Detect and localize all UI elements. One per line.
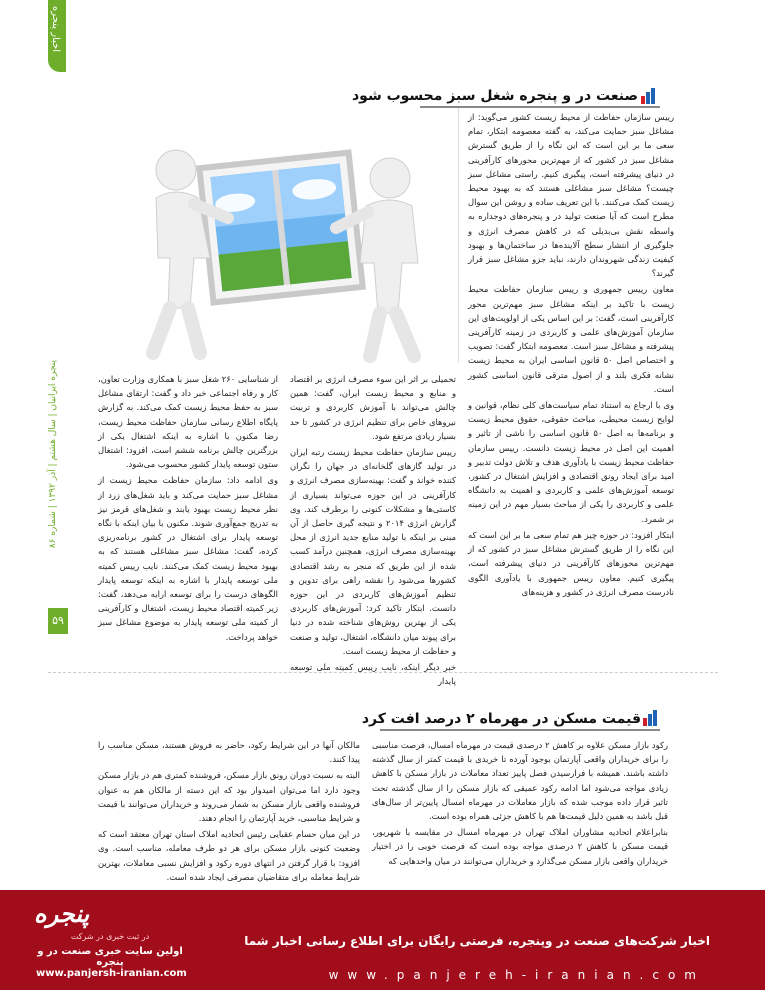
paragraph: ابتکار افزود: در حوزه چیز هم تمام سعی ما بر این است که این نگاه را از طریق گسترش مشاغل سبز در کشور که از مهم‌ترین محورهای کارآفرینی در دنیای پیشرفته است، پیگیری کنیم. معاون رییس جمهوری با یادآوری الگوی نادرست مصرف انرژی در کشور و هزینه‌های [468, 529, 674, 597]
paragraph: بنابراعلام اتحادیه مشاوران املاک تهران در مهرماه امسال در مقایسه با شهریور، قیمت مسکن با کاهش ۲ درصدی مواجه بوده است که فرصت خوبی را در اختیار خریداران واقعی بازار مسکن می‌گذارد و خریداران می‌توانند در میان واحدهایی که [372, 827, 669, 866]
panjereh-logo: پنجره [34, 900, 90, 928]
paragraph: وی با ارجاع به استناد تمام سیاست‌های کلی نظام، قوانین و لوایح زیست محیطی، مباحث حقوقی، حقوق محیط زیست و برنامه‌ها به اصل ۵۰ قانون اساسی را ناشی از تاثیر و اهمیت این اصل در محیط زیست دانست. رییس سازمان حفاظت محیط زیست با یادآوری هدف و تلاش دولت تدبیر و امید برای ایجاد رونق اقتصادی و افزایش اشتغال در کشور، توسعه آموزش‌های علمی و کاربردی و اهمیت به دانشگاه علمی و کاربردی را یکی از مباحث بسیار مهم در این زمینه بر شمرد. [468, 400, 675, 524]
paragraph: تحمیلی بر اثر این سوء مصرف انرژی بر اقتصاد و منابع و محیط زیست ایران، گفت: همین چالش می‌تواند با آموزش کاربردی و تربیت نیروهای خاص برای تنظیم انرژی در کشور تا حد بسیار زیادی مرتفع شود. [290, 374, 456, 441]
paragraph: رییس سازمان حفاظت از محیط زیست کشور می‌گوید: از مشاغل سبز حمایت می‌کند، به گفته معصومه ابتکار، تمام سعی ما بر این است که این نگاه را از طریق گسترش مشاغل سبز در کشور که از مهم‌ترین محورهای کارآفرینی در دنیای پیشرفته است، پیگیری کنیم. راستی مشاغل سبز چیست؟ مشاغل سبز مشاغلی هستند که به بهبود محیط زیست کمک می‌کنند. با این تعریف ساده و روشن این سوال مطرح است که آیا صنعت تولید در و پنجره‌های دوجداره به واسطه نقش بی‌بدیلی که در کاهش مصرف انرژی و جلوگیری از انتشار سطح آلاینده‌ها در ساختمان‌ها و بهبود کیفیت زندگی شهروندان دارند، نباید جزو مشاغل سبز قرار گیرند؟ [468, 112, 674, 279]
title-underline [380, 729, 660, 731]
article1-column-middle [290, 372, 456, 690]
article1-title: صنعت در و پنجره شغل سبز محسوب شود [351, 88, 638, 104]
page-number: ۵۹ [48, 608, 68, 634]
paragraph: در این میان حسام عقبایی رئیس اتحادیه املاک استان تهران معتقد است که وضعیت کنونی بازار مسکن برای هر دو طرف معامله، مناسب است. وی افزود: با قرار گرفتن در انتهای دوره رکود و افزایش نسبی معاملات، بهترین شرایط معامله برای متقاضیان مصرفی ایجاد شده است. [98, 829, 360, 882]
article2-column-right [372, 738, 668, 870]
figures-carrying-window-illustration [98, 108, 458, 363]
logo-website: www.panjersh-iranian.com [36, 968, 187, 979]
paragraph: وی ادامه داد: سازمان حفاظت محیط زیست از مشاغل سبز حمایت می‌کند و باید شغل‌های زرد از نظر محیط زیست بهبود یابند و شغل‌های قرمز نیز به تدریج جمع‌آوری شوند. مکنون با بیان اینکه با نگاه توسعه پایدار برای اشتغال در کشور برنامه‌ریزی کرده، گفت: مشاغل سبز مشاغلی هستند که به بهبود محیط زیست کمک می‌کنند. نایب رییس کمیته ملی توسعه پایدار با اشاره به اینکه توسعه پایدار الگوهای درست را برای توسعه ارایه می‌دهد، گفت: زیر کمیته اقتصاد محیط زیست، اشتغال و کارآفرینی از کمیته ملی توسعه پایدار به موضوع مشاغل سبز خواهد پرداخت. [98, 475, 278, 642]
article1-column-right [468, 110, 674, 601]
section-divider [48, 672, 718, 673]
bar-chart-icon [641, 88, 657, 104]
paragraph: از شناسایی ۲۶۰ شغل سبز با همکاری وزارت تعاون، کار و رفاه اجتماعی خبر داد و گفت: ارتقای مشاغل سبز به حفظ محیط زیست کمک می‌کند. به گزارش پایگاه اطلاع رسانی سازمان حفاظت محیط زیست، رضا مکنون با اشاره به اینکه اشتغال یکی از بزرگترین چالش برنامه ششم است، افزود: اشتغال ستون توسعه پایدار کشور محسوب می‌شود. [98, 374, 278, 470]
footer-tagline: اخبار شرکت‌های صنعت در وپنجره، فرصتی رایگان برای اطلاع رسانی اخبار شما [244, 934, 710, 948]
article2-column-left [98, 738, 360, 886]
logo-tagline: اولین سایت خبری صنعت در و پنجره [37, 946, 183, 968]
paragraph: مالکان آنها در این شرایط رکود، حاضر به فروش هستند، مسکن مناسب را پیدا کنند. [98, 740, 360, 765]
article1-column-left [98, 372, 278, 646]
paragraph: رکود بازار مسکن علاوه بر کاهش ۲ درصدی قیمت در مهرماه امسال، فرصت مناسبی را برای خریداران واقعی آپارتمان بوجود آورده تا خریدی با قیمت کمتر از سال گذشته داشته باشند. همیشه با فرارسیدن فصل پاییز تعداد معاملات در بازار مسکن با کاهش زیادی مواجه می‌شود اما ادامه رکود عمیقی که بازار مسکن را از سال گذشته تحت تاثیر قرار داده موجب شده که بازار معاملات در مهرماه امسال پایین‌تر از سال‌های قبل باشد به همین دلیل قیمت‌ها هم با کاهش جزئی همراه بوده است. [372, 740, 668, 822]
paragraph: رییس سازمان حفاظت محیط زیست رتبه ایران در تولید گازهای گلخانه‌ای در جهان را نگران کننده خواند و گفت: بهینه‌سازی مصرف انرژی و کارآفرینی در این حوزه می‌تواند بسیاری از کاستی‌ها و مشکلات کنونی را برطرف کند. وی گزارش انرژی ۲۰۱۴ و نتیجه گیری حاصل از آن مبنی بر اینکه با تولید منابع جدید انرژی از محل بهینه‌سازی مصرف انرژی، همچنین درآمد کسب شده از این طریق که منجر به رشد اقتصادی کشورها می‌شود را نقشه راهی برای تدوین و تنظیم آموزش‌های کاربردی در این حوزه دانست. ابتکار تاکید کرد: آموزش‌های کاربردی یکی از بهترین روش‌های شناخته شده در دنیا برای پیوند میان دانشگاه، اشتغال، تولید و صنعت و حفاظت از محیط زیست است. [290, 447, 456, 656]
logo-subtitle: در ثبت خبری در شرکت [70, 932, 150, 941]
footer-advert [0, 890, 765, 990]
article-photo [98, 108, 459, 363]
section-tab [48, 0, 66, 72]
bar-chart-icon [643, 710, 659, 726]
paragraph: البته به نسبت دوران رونق بازار مسکن، فروشنده کمتری هم در بازار مسکن وجود دارد اما می‌توان امیدوار بود که این دسته از مالکان هم به عنوان فروشنده واقعی بازار مسکن به شمار می‌روند و خریداران می‌توانند با قیمت و شرایط مناسبی، خرید آپارتمان را انجام دهند. [98, 770, 360, 824]
section-tab-label: اخبار پنجره [50, 6, 61, 53]
footer-url: www.panjereh-iranian.com [328, 968, 705, 982]
article2-title: قیمت مسکن در مهرماه ۲ درصد افت کرد [361, 711, 641, 727]
paragraph: معاون رییس جمهوری و رییس سازمان حفاظت محیط زیست با تاکید بر اینکه مشاغل سبز مهم‌ترین محور کارآفرینی است، گفت: بر این اساس یکی از اولویت‌های این سازمان آموزش‌های علمی و کاربردی در زمینه کارآفرینی پیشرفته و مشاغل سبز است. معصومه ابتکار گفت: تصویب و اختصاص اصل ۵۰ قانون اساسی ایران به محیط زیست نشانه فکری بلند و از اصول مترقی قانون اساسی کشور است. [468, 284, 674, 394]
issue-strip [48, 360, 68, 600]
issue-strip-label: پنجره ایرانیان | سال هشتم | آذر ۱۳۹۲ | شماره ۸۶ [48, 360, 58, 549]
paragraph: خبر دیگر اینکه، نایب رییس کمیته ملی توسعه پایدار [290, 662, 456, 687]
